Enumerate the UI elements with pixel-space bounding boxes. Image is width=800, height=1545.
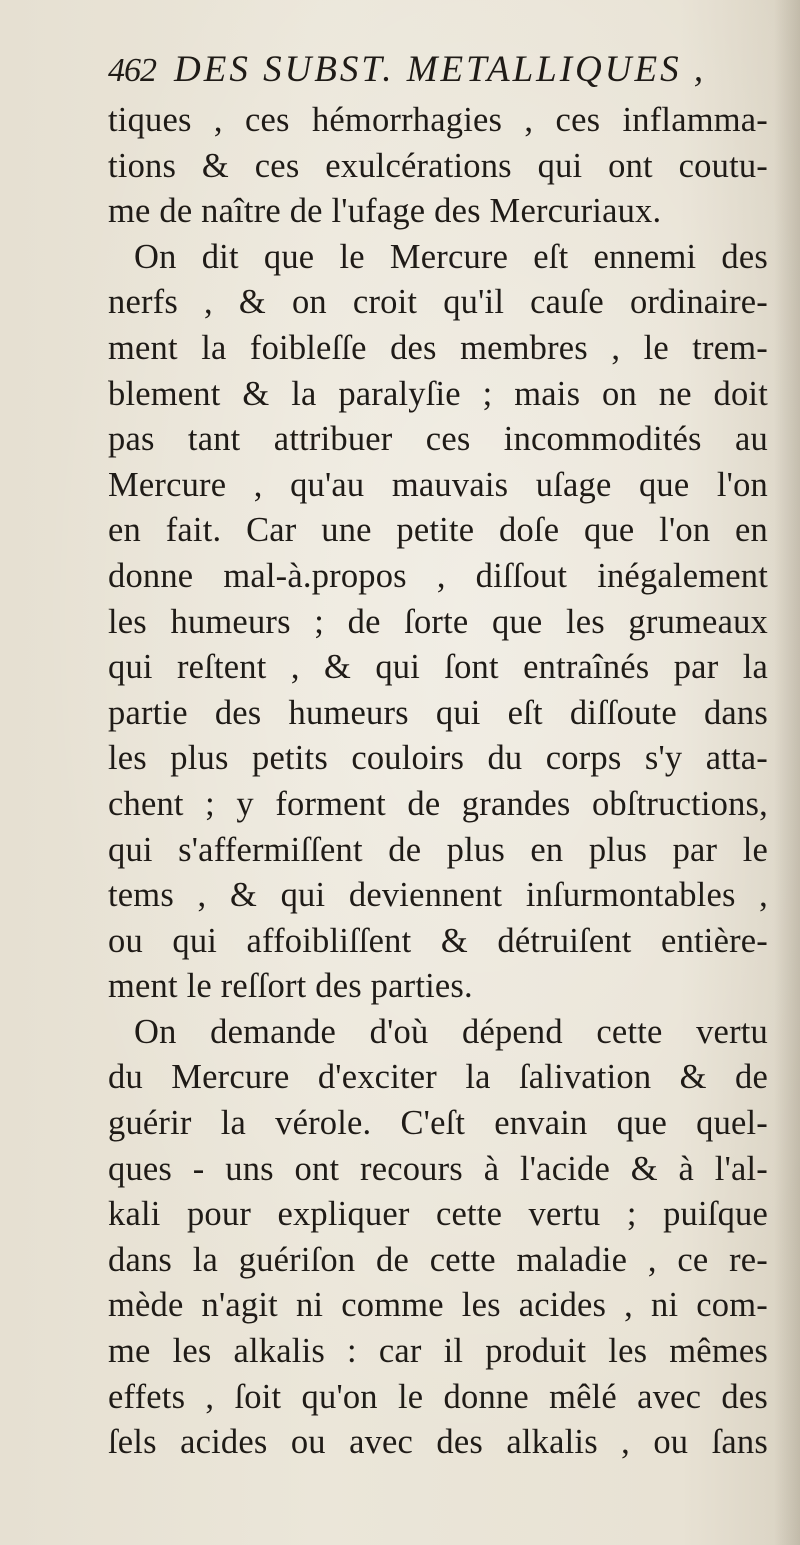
text-line: ou qui affoibliſſent & détruiſent entière- [108,921,768,960]
body-text [108,98,778,1466]
text-line: mède n'agit ni comme les acides , ni com- [108,1286,768,1325]
text-line: du Mercure d'exciter la ſalivation & de [108,1058,768,1097]
text-line: chent ; y forment de grandes obſtructions, [108,784,768,823]
text-line: ques - uns ont recours à l'acide & à l'al- [108,1149,768,1188]
text-line: ment la foibleſſe des membres , le trem- [108,328,768,367]
text-line: tems , & qui deviennent inſurmontables , [108,876,768,915]
text-line: dans la guériſon de cette maladie , ce re- [108,1240,768,1279]
text-line: donne mal-à.propos , diſſout inégalement [108,556,768,595]
text-line: On demande d'où dépend cette vertu [134,1012,768,1051]
text-line: On dit que le Mercure eſt ennemi des [134,237,768,276]
text-line: effets , ſoit qu'on le donne mêlé avec des [108,1377,768,1416]
text-line: me les alkalis : car il produit les mêmes [108,1332,768,1371]
text-line: partie des humeurs qui eſt diſſoute dans [108,693,768,732]
text-line: ſels acides ou avec des alkalis , ou ſans [108,1423,768,1462]
text-line: pas tant attribuer ces incommodités au [108,420,768,459]
page-number: 462 [108,52,156,89]
text-line: kali pour expliquer cette vertu ; puiſque [108,1195,768,1234]
text-line: blement & la paralyſie ; mais on ne doit [108,374,768,413]
running-head: DES SUBST. METALLIQUES , [174,49,707,90]
text-line: me de naître de l'ufage des Mercuriaux. [108,192,662,231]
text-line: qui s'affermiſſent de plus en plus par le [108,830,768,869]
text-line: nerfs , & on croit qu'il cauſe ordinaire- [108,283,768,322]
text-line: Mercure , qu'au mauvais uſage que l'on [108,465,768,504]
text-line: les plus petits couloirs du corps s'y atta- [108,739,768,778]
text-line: ment le reſſort des parties. [108,967,473,1006]
text-line: en fait. Car une petite doſe que l'on en [108,511,768,550]
text-line: qui reſtent , & qui ſont entraînés par la [108,648,768,687]
text-line: guérir la vérole. C'eſt envain que quel- [108,1104,768,1143]
text-line: les humeurs ; de ſorte que les grumeaux [108,602,768,641]
text-line: tiques , ces hémorrhagies , ces inflamma- [108,101,768,139]
text-line: tions & ces exulcérations qui ont coutu- [108,146,768,185]
